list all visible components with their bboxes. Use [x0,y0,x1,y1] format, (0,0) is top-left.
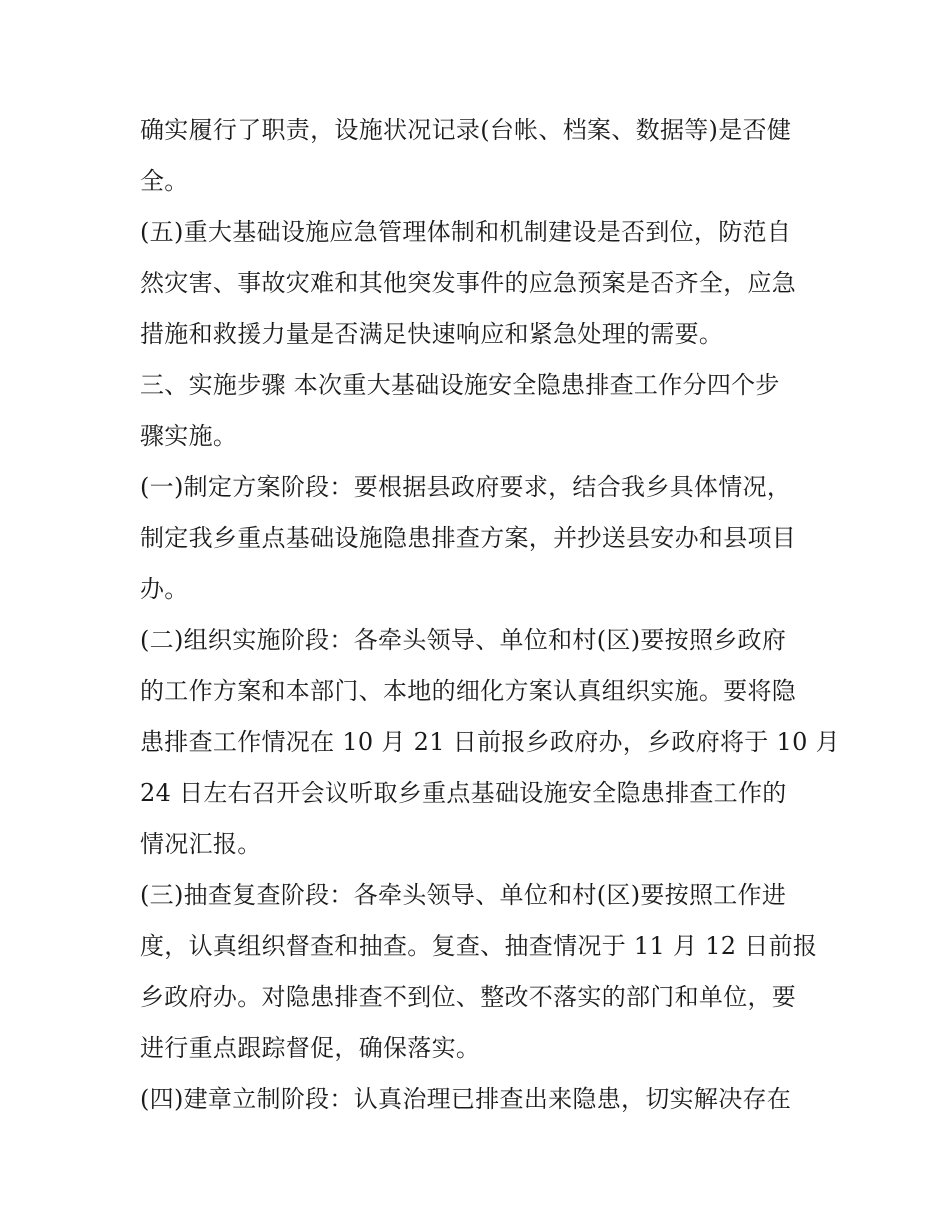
text-line: 三、实施步骤 本次重大基础设施安全隐患排查工作分四个步 [140,371,780,399]
text-line: (五)重大基础设施应急管理体制和机制建设是否到位，防范自 [140,218,792,246]
text-line: 患排查工作情况在 10 月 21 日前报乡政府办，乡政府将于 10 月 [140,728,840,756]
text-line: 情况汇报。 [140,830,262,858]
text-line: 度，认真组织督查和抽查。复查、抽查情况于 11 月 12 日前报 [140,932,818,960]
text-line: 办。 [140,575,189,603]
text-line: (三)抽查复查阶段：各牵头领导、单位和村(区)要按照工作进 [140,881,787,909]
text-line: (二)组织实施阶段：各牵头领导、单位和村(区)要按照乡政府 [140,626,787,654]
text-line: 骤实施。 [140,422,238,450]
text-line: 乡政府办。对隐患排查不到位、整改不落实的部门和单位，要 [140,983,797,1011]
text-line: (一)制定方案阶段：要根据县政府要求，结合我乡具体情况， [140,473,792,501]
text-line: 进行重点跟踪督促，确保落实。 [140,1034,481,1062]
text-line: 然灾害、事故灾难和其他突发事件的应急预案是否齐全，应急 [140,269,797,297]
text-line: 措施和救援力量是否满足快速响应和紧急处理的需要。 [140,320,724,348]
text-line: (四)建章立制阶段：认真治理已排查出来隐患，切实解决存在 [140,1085,792,1113]
text-line: 全。 [140,167,189,195]
text-line: 确实履行了职责，设施状况记录(台帐、档案、数据等)是否健 [140,116,792,144]
text-line: 制定我乡重点基础设施隐患排查方案，并抄送县安办和县项目 [140,524,797,552]
text-line: 24 日左右召开会议听取乡重点基础设施安全隐患排查工作的 [140,779,787,807]
text-line: 的工作方案和本部门、本地的细化方案认真组织实施。要将隐 [140,677,797,705]
